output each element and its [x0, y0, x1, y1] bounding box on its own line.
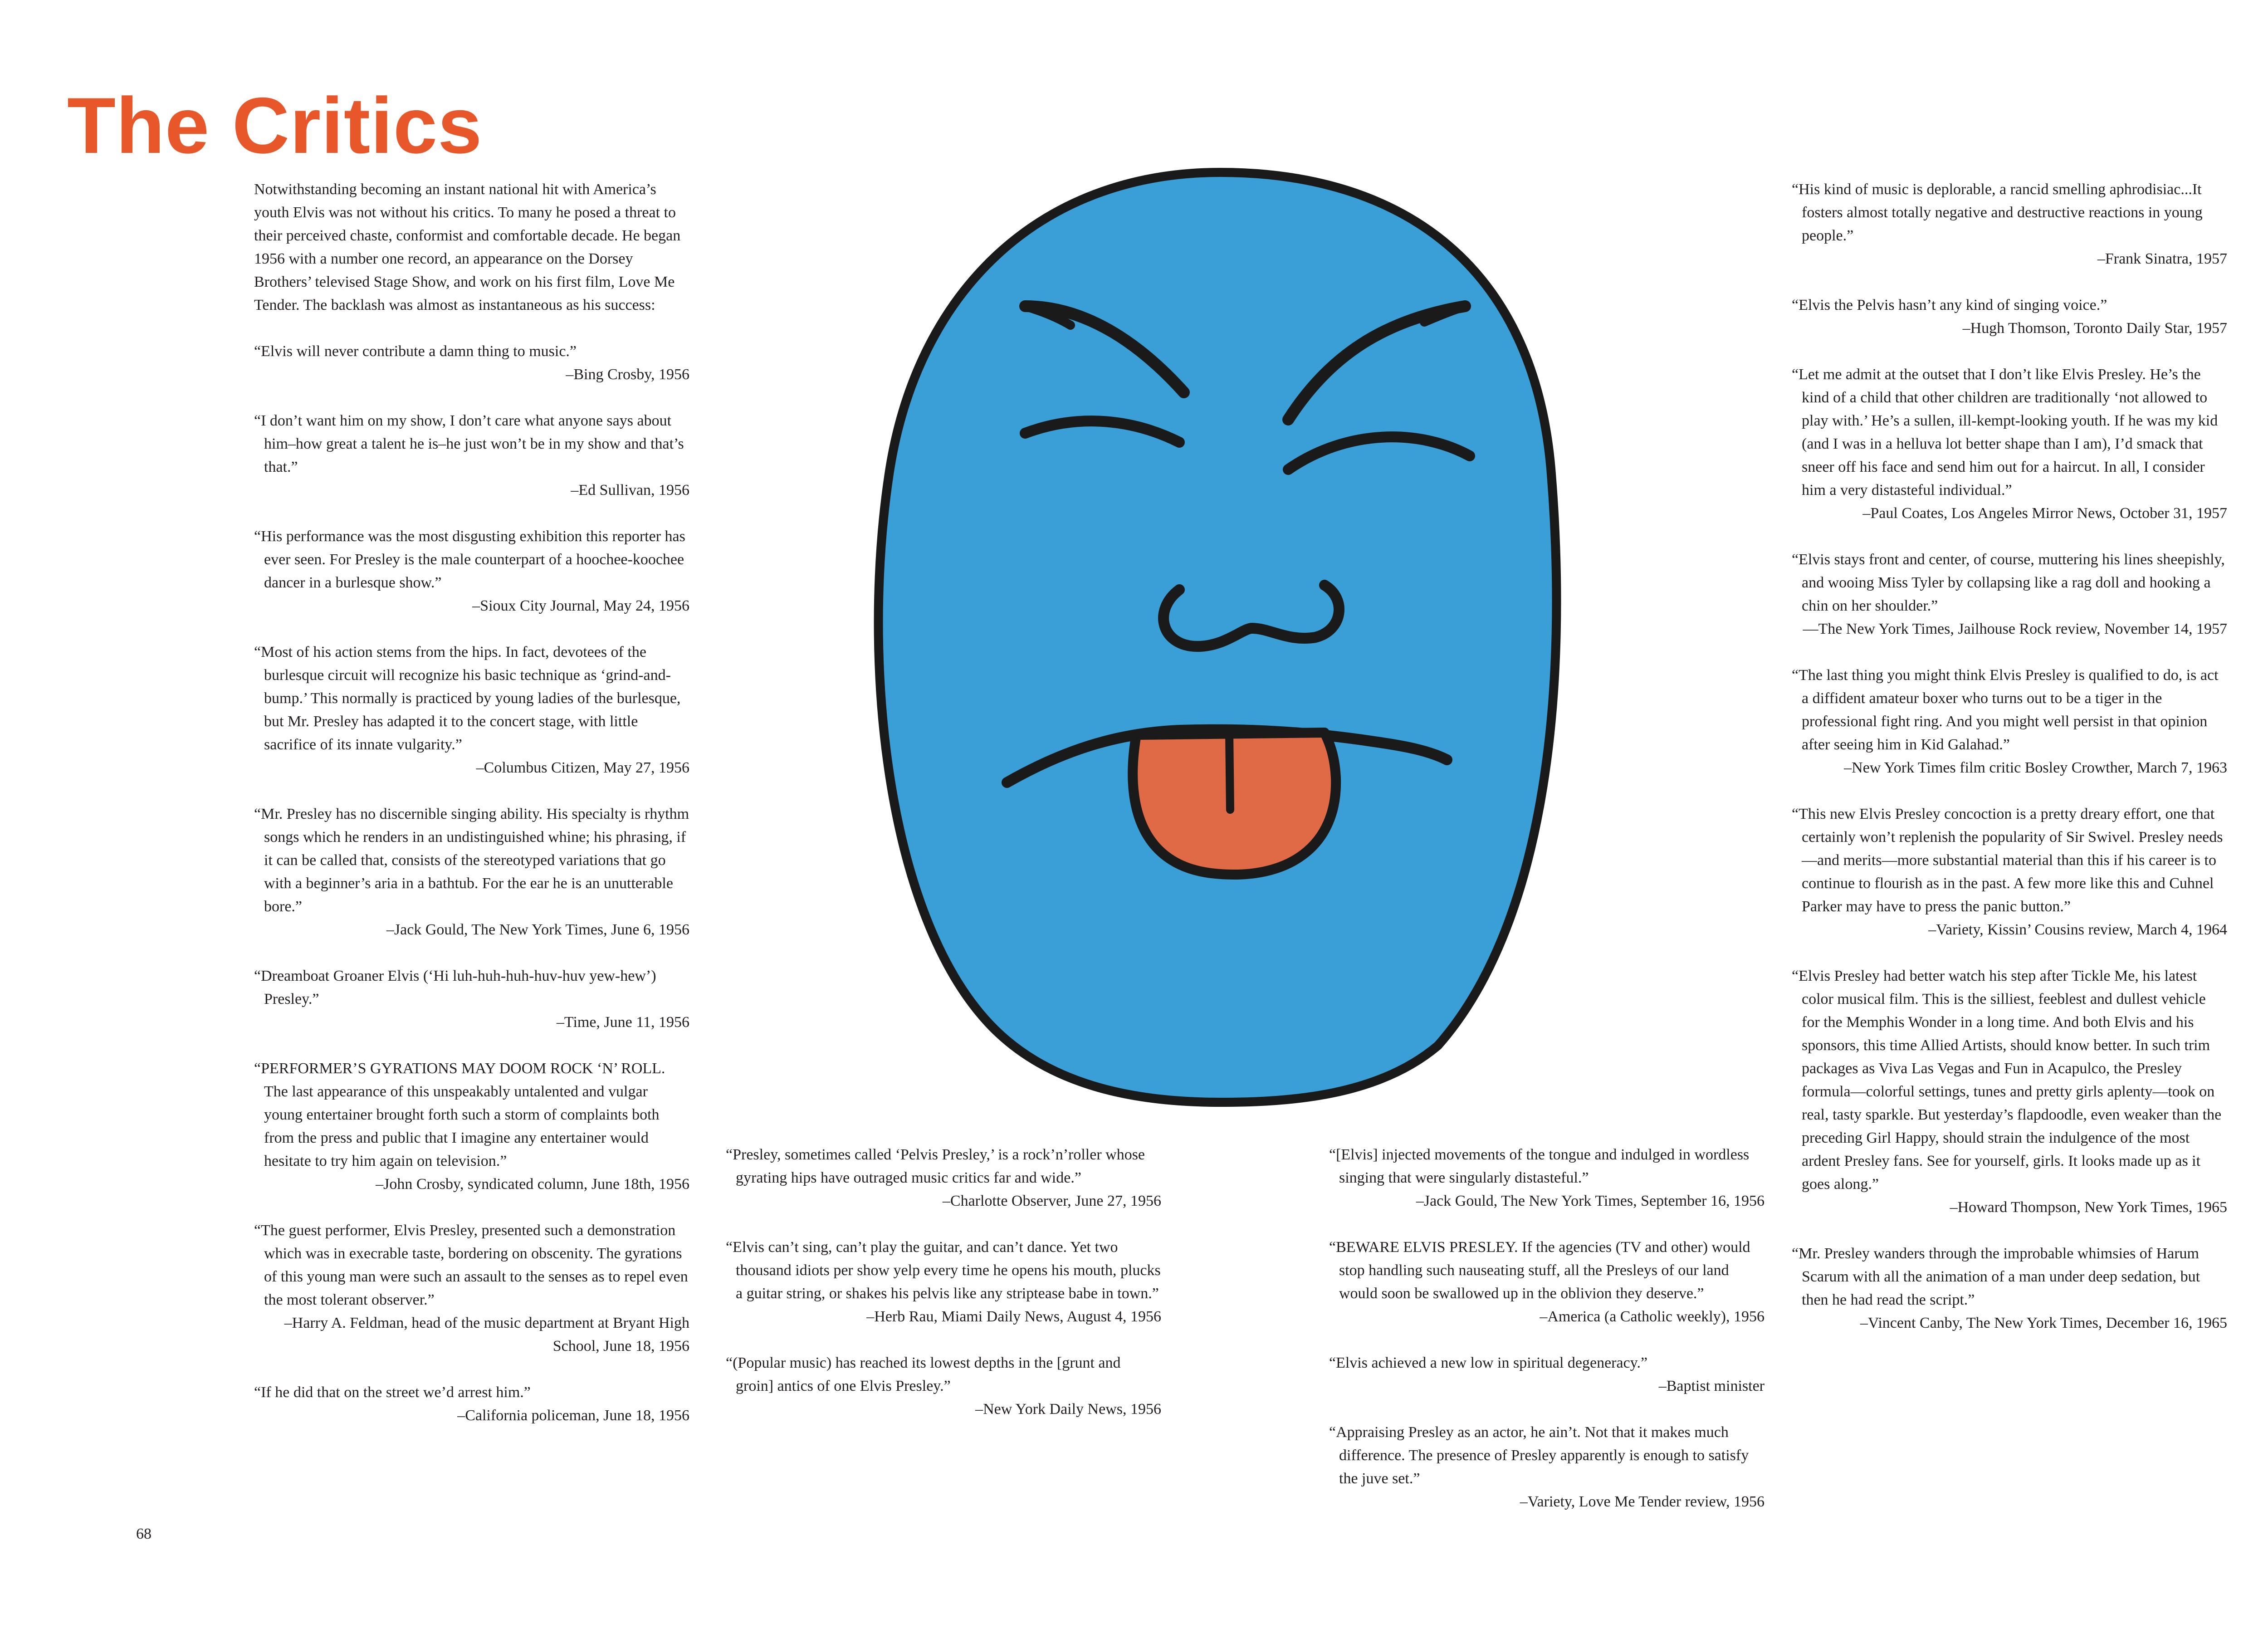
quote: “Appraising Presley as an actor, he ain’t. Not that it makes much difference. The presence of Presley apparently is enough to satisfy the juve set.” –Variety, Love Me Tender review, 1956	[1329, 1424, 1765, 1510]
right-column	[1792, 178, 2227, 1358]
left-column	[254, 178, 689, 1450]
quote: “The last thing you might think Elvis Presley is qualified to do, is act a diffident amateur boxer who turns out to be a tiger in the professional fight ring. And you might well persist in that opinion after seeing him in Kid Galahad.” –New York Times film critic Bosley Crowther, March 7, 1963	[1792, 667, 2227, 776]
quote: “Presley, sometimes called ‘Pelvis Presley,’ is a rock’n’roller whose gyrating hips have outraged music critics far and wide.” –Charlotte Observer, June 27, 1956	[726, 1146, 1161, 1209]
quote: “This new Elvis Presley concoction is a pretty dreary effort, one that certainly won’t replenish the popularity of Sir Swivel. Presley needs—and merits—more substantial material than this if his career is to continue to flourish as in the past. A few more like this and Cuhnel Parker may have to press the panic button.” –Variety, Kissin’ Cousins review, March 4, 1964	[1792, 806, 2227, 938]
quote: “PERFORMER’S GYRATIONS MAY DOOM ROCK ‘N’ ROLL. The last appearance of this unspeakably untalented and vulgar young entertainer brought forth such a storm of complaints both from the press and public that I imagine any entertainer would hesitate to try him again on television.” –John Crosby, syndicated column, June 18th, 1956	[254, 1060, 689, 1193]
quote: “If he did that on the street we’d arrest him.” –California policeman, June 18, 1956	[254, 1384, 689, 1424]
quote: “(Popular music) has reached its lowest depths in the [grunt and groin] antics of one Elvis Presley.” –New York Daily News, 1956	[726, 1354, 1161, 1418]
quote: “Elvis the Pelvis hasn’t any kind of singing voice.” –Hugh Thomson, Toronto Daily Star, 1957	[1792, 297, 2227, 337]
quote: “His kind of music is deplorable, a rancid smelling aphrodisiac...It fosters almost totally negative and destructive reactions in young people.” –Frank Sinatra, 1957	[1792, 181, 2227, 267]
quote: “Mr. Presley wanders through the improbable whimsies of Harum Scarum with all the animation of a man under deep sedation, but then he had read the script.” –Vincent Canby, The New York Times, December 16, 1965	[1792, 1245, 2227, 1331]
center-left-column	[726, 1143, 1161, 1444]
quote: “Most of his action stems from the hips. In fact, devotees of the burlesque circuit will recognize his basic technique as ‘grind-and-bump.’ This normally is practiced by young ladies of the burlesque, but Mr. Presley has adapted it to the concert stage, with little sacrifice of its innate vulgarity.” –Columbus Citizen, May 27, 1956	[254, 644, 689, 776]
blue-face-illustration	[835, 156, 1606, 1109]
quote: “Elvis can’t sing, can’t play the guitar, and can’t dance. Yet two thousand idiots per show yelp every time he opens his mouth, plucks a guitar string, or shakes his pelvis like any striptease babe in town.” –Herb Rau, Miami Daily News, August 4, 1956	[726, 1239, 1161, 1325]
center-right-column	[1329, 1143, 1765, 1536]
quote: “Mr. Presley has no discernible singing ability. His specialty is rhythm songs which he renders in an undistinguished whine; his phrasing, if it can be called that, consists of the stereotyped variations that go with a beginner’s aria in a bathtub. For the ear he is an unutterable bore.” –Jack Gould, The New York Times, June 6, 1956	[254, 806, 689, 938]
page-number-left: 68	[136, 1525, 152, 1542]
quote: “BEWARE ELVIS PRESLEY. If the agencies (TV and other) would stop handling such nauseating stuff, all the Presleys of our land would soon be swallowed up in the oblivion they deserve.” –America (a Catholic weekly), 1956	[1329, 1239, 1765, 1325]
intro-paragraph: Notwithstanding becoming an instant national hit with America’s youth Elvis was not without his critics. To many he posed a threat to their perceived chaste, conformist and comfortable decade. He began 1956 with a number one record, an appearance on the Dorsey Brothers’ televised Stage Show, and work on his first film, Love Me Tender. The backlash was almost as instantaneous as his success:	[254, 181, 681, 313]
quote: “I don’t want him on my show, I don’t care what anyone says about him–how great a talent he is–he just won’t be in my show and that’s that.” –Ed Sullivan, 1956	[254, 412, 689, 499]
quote: “His performance was the most disgusting exhibition this reporter has ever seen. For Presley is the male counterpart of a hoochee-koochee dancer in a burlesque show.” –Sioux City Journal, May 24, 1956	[254, 528, 689, 614]
quote: “Elvis stays front and center, of course, muttering his lines sheepishly, and wooing Miss Tyler by collapsing like a rag doll and hooking a chin on her shoulder.” —The New York Times, Jailhouse Rock review, November 14, 1957	[1792, 551, 2227, 637]
tongue	[1133, 733, 1336, 875]
quote-list-col1	[254, 340, 689, 1427]
quote: “Let me admit at the outset that I don’t like Elvis Presley. He’s the kind of a child that other children are traditionally ‘not allowed to play with.’ He’s a sullen, ill-kempt-looking youth. If he was my kid (and I was in a helluva lot better shape than I am), I’d smack that sneer off his face and send him out for a haircut. In all, I consider him a very distasteful individual.” –Paul Coates, Los Angeles Mirror News, October 31, 1957	[1792, 366, 2227, 522]
quote: “Elvis will never contribute a damn thing to music.” –Bing Crosby, 1956	[254, 343, 689, 383]
quote: “Dreamboat Groaner Elvis (‘Hi luh-huh-huh-huv-huv yew-hew’) Presley.” –Time, June 11, 1956	[254, 968, 689, 1031]
quote: “The guest performer, Elvis Presley, presented such a demonstration which was in execrable taste, bordering on obscenity. The gyrations of this young man were such an assault to the senses as to repel even the most tolerant observer.” –Harry A. Feldman, head of the music department at Bryant High School, June 18, 1956	[254, 1222, 689, 1354]
page-title: The Critics	[67, 82, 483, 170]
quote: “Elvis Presley had better watch his step after Tickle Me, his latest color musical film. This is the silliest, feeblest and dullest vehicle for the Memphis Wonder in a long time. And both Elvis and his sponsors, this time Allied Artists, should know better. In such trim packages as Viva Las Vegas and Fun in Acapulco, the Presley formula—colorful settings, tunes and pretty girls aplenty—took on real, tasty sparkle. But yesterday’s flapdoodle, even weaker than the preceding Girl Happy, should strain the indulgence of the most ardent Presley fans. See for yourself, girls. It looks made up as it goes along.” –Howard Thompson, New York Times, 1965	[1792, 968, 2227, 1216]
quote: “[Elvis] injected movements of the tongue and indulged in wordless singing that were singularly distasteful.” –Jack Gould, The New York Times, September 16, 1956	[1329, 1146, 1765, 1209]
quote: “Elvis achieved a new low in spiritual degeneracy.” –Baptist minister	[1329, 1354, 1765, 1394]
tongue-line	[1229, 733, 1230, 810]
